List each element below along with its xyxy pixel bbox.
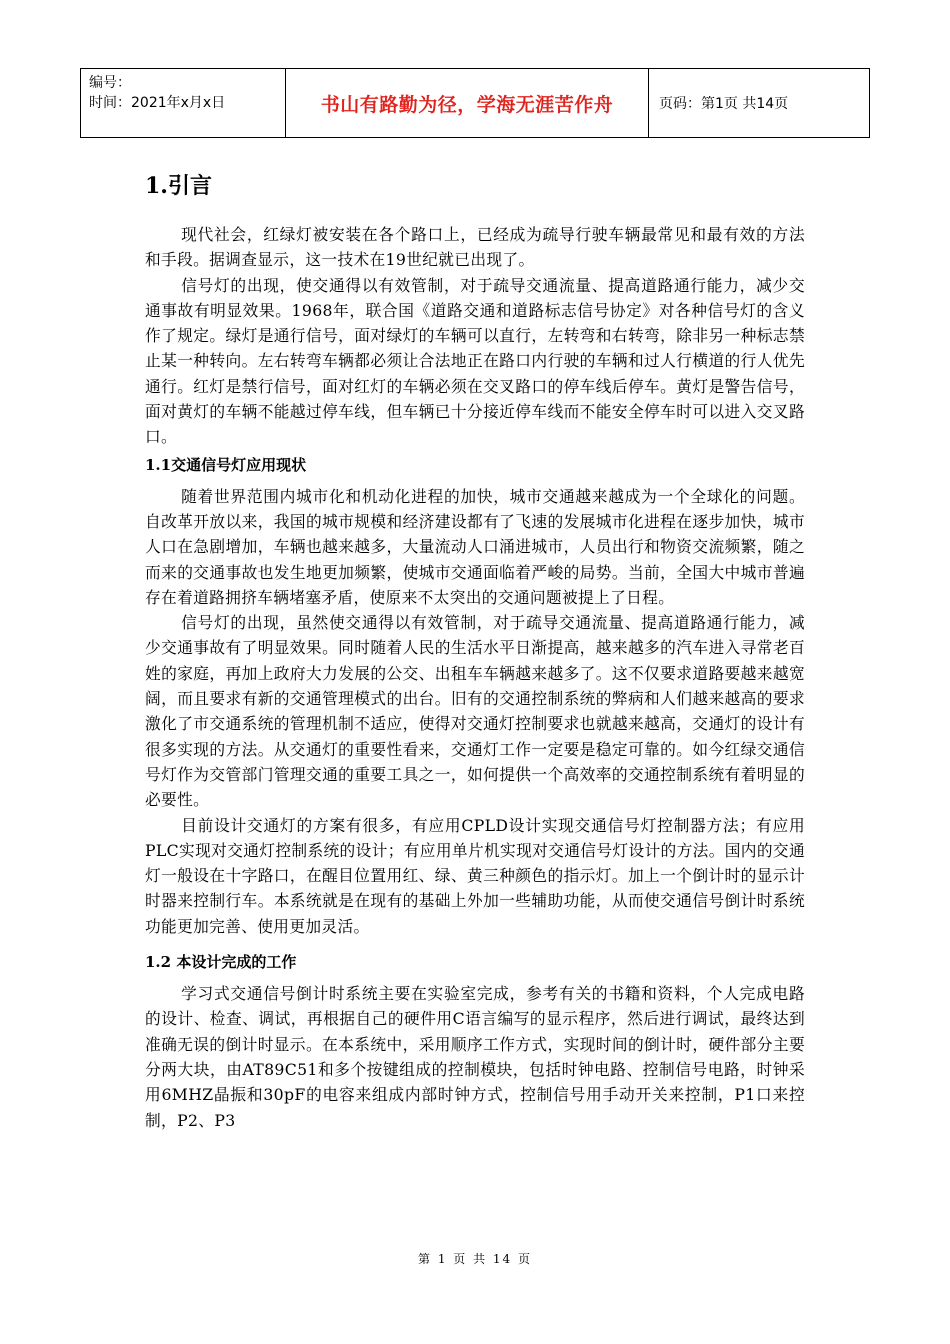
- paragraph: 信号灯的出现，使交通得以有效管制，对于疏导交通流量、提高道路通行能力，减少交通事故有明显效果。1968年，联合国《道路交通和道路标志信号协定》对各种信号灯的含义作了规定。绿灯是通行信号，面对绿灯的车辆可以直行，左转弯和右转弯，除非另一种标志禁止某一种转向。左右转弯车辆都必须让合法地正在路口内行驶的车辆和过人行横道的行人优先通行。红灯是禁行信号，面对红灯的车辆必须在交叉路口的停车线后停车。黄灯是警告信号，面对黄灯的车辆不能越过停车线，但车辆已十分接近停车线而不能安全停车时可以进入交叉路口。: [145, 275, 805, 447]
- number-label: 编号：: [89, 75, 131, 91]
- date-label: 时间：2021年x月x日: [89, 95, 226, 111]
- section-heading: 1.1交通信号灯应用现状: [145, 455, 307, 474]
- paragraph: 随着世界范围内城市化和机动化进程的加快，城市交通越来越成为一个全球化的问题。自改革开放以来，我国的城市规模和经济建设都有了飞速的发展城市化进程在逐步加快，城市人口在急剧增加，车辆也越来越多，大量流动人口涌进城市，人员出行和物资交流频繁，随之而来的交通事故也发生地更加频繁，使城市交通面临着严峻的局势。当前，全国大中城市普遍存在着道路拥挤车辆堵塞矛盾，使原来不太突出的交通问题被提上了日程。: [145, 486, 805, 607]
- header-motto: 书山有路勤为径，学海无涯苦作舟: [320, 93, 614, 116]
- header-page-info: 页码：第1页 共14页: [659, 96, 789, 112]
- paragraph: 现代社会，红绿灯被安装在各个路口上，已经成为疏导行驶车辆最常见和最有效的方法和手段。据调查显示，这一技术在19世纪就已出现了。: [145, 225, 805, 270]
- header-meta: [81, 69, 286, 137]
- page-footer: 第 1 页 共 14 页: [418, 1252, 532, 1266]
- paragraph: 学习式交通信号倒计时系统主要在实验室完成，参考有关的书籍和资料，个人完成电路的设计、检查、调试，再根据自己的硬件用C语言编写的显示程序，然后进行调试，最终达到准确无误的倒计时显示。在本系统中，采用顺序工作方式，实现时间的倒计时，硬件部分主要分两大块，由AT89C51和多个按键组成的控制模块，包括时钟电路、控制信号电路，时钟采用6MHZ晶振和30pF的电容来组成内部时钟方式，控制信号用手动开关来控制，P1口来控制，P2、P3: [145, 984, 805, 1130]
- document-body: [145, 170, 805, 1133]
- chapter-title: 1.引言: [145, 173, 212, 199]
- section-heading: 1.2 本设计完成的工作: [145, 953, 297, 972]
- header-page-info-cell: [649, 69, 869, 137]
- header-motto-cell: [286, 69, 649, 137]
- page-header: [80, 68, 870, 138]
- paragraph: 目前设计交通灯的方案有很多，有应用CPLD设计实现交通信号灯控制器方法；有应用PLC实现对交通灯控制系统的设计；有应用单片机实现对交通信号灯设计的方法。国内的交通灯一般设在十字路口，在醒目位置用红、绿、黄三种颜色的指示灯。加上一个倒计时的显示计时器来控制行车。本系统就是在现有的基础上外加一些辅助功能，从而使交通信号倒计时系统功能更加完善、使用更加灵活。: [145, 815, 805, 936]
- paragraph: 信号灯的出现，虽然使交通得以有效管制，对于疏导交通流量、提高道路通行能力，减少交通事故有了明显效果。同时随着人民的生活水平日渐提高，越来越多的汽车进入寻常老百姓的家庭，再加上政府大力发展的公交、出租车车辆越来越多了。这不仅要求道路要越来越宽阔，而且要求有新的交通管理模式的出台。旧有的交通控制系统的弊病和人们越来越高的要求激化了市交通系统的管理机制不适应，使得对交通灯控制要求也就越来越高，交通灯的设计有很多实现的方法。从交通灯的重要性看来，交通灯工作一定要是稳定可靠的。如今红绿交通信号灯作为交管部门管理交通的重要工具之一，如何提供一个高效率的交通控制系统有着明显的必要性。: [145, 613, 805, 810]
